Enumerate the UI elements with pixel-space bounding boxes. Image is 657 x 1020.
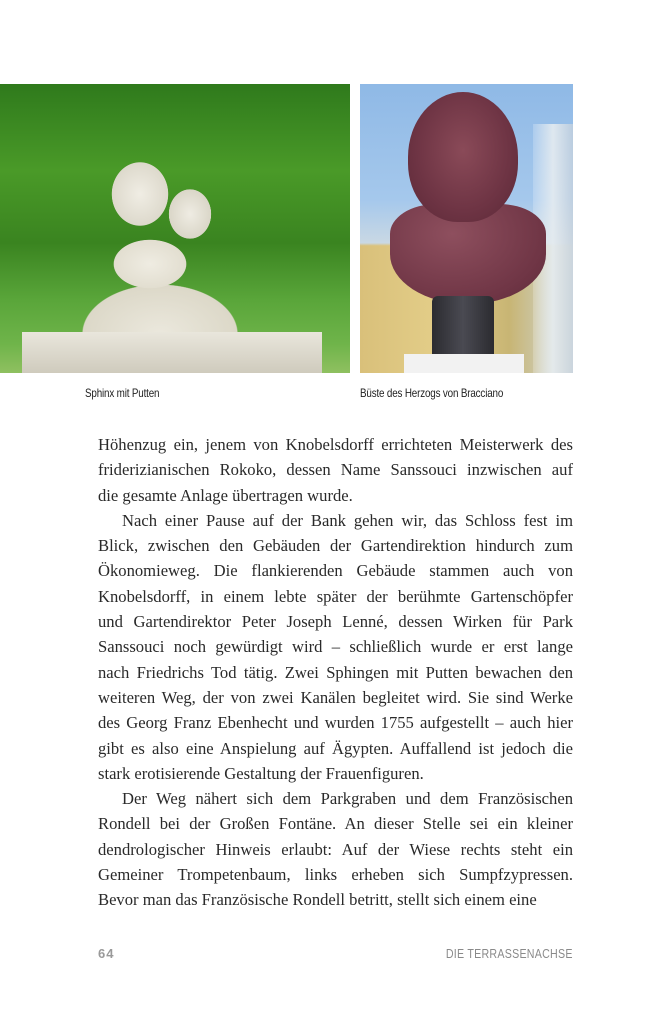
text-line: Der Weg nähert sich dem Parkgraben und dem Französischen — [122, 789, 573, 809]
figure-caption: Sphinx mit Putten — [85, 386, 160, 400]
bust-plinth — [404, 354, 524, 373]
text-line: gibt es also eine Anspielung auf Ägypten. Auffallend ist jedoch die — [98, 738, 573, 758]
text-line: friderizianischen Rokoko, dessen Name Sanssouci inzwischen auf — [98, 460, 573, 480]
bust-head — [408, 92, 518, 222]
text-line: Knobelsdorff, in einem lebte später der berühmte Gartenschöpfer — [98, 586, 573, 606]
figure-caption: Büste des Herzogs von Bracciano — [360, 386, 504, 400]
text-line: Rondell bei der Großen Fontäne. An dieser Stelle sei ein kleiner — [98, 814, 573, 834]
text-line: und Gartendirektor Peter Joseph Lenné, dessen Wirken für Park — [98, 612, 573, 632]
text-line: Bevor man das Französische Rondell betritt, stellt sich einem eine — [98, 890, 537, 910]
text-line: die gesamte Anlage übertragen wurde. — [98, 485, 353, 505]
text-line: weiteren Weg, der von zwei Kanälen begleitet wird. Sie sind Werke — [98, 687, 573, 707]
text-line: Nach einer Pause auf der Bank gehen wir, das Schloss fest im — [122, 510, 573, 530]
text-line: stark erotisierende Gestaltung der Frauenfiguren. — [98, 763, 424, 783]
text-line: Höhenzug ein, jenem von Knobelsdorff errichteten Meisterwerk des — [98, 435, 573, 454]
sphinx-pedestal — [22, 332, 322, 373]
text-line: Ökonomieweg. Die flankierenden Gebäude stammen auch von — [98, 561, 573, 581]
photo-sphinx-with-putti — [0, 84, 350, 373]
photo-bust-duke-of-bracciano — [360, 84, 573, 373]
running-head: DIE TERRASSENACHSE — [446, 946, 573, 961]
text-line: Blick, zwischen den Gebäuden der Gartendirektion hindurch zum — [98, 536, 573, 556]
text-line: dendrologischer Hinweis erlaubt: Auf der Wiese rechts steht ein — [98, 839, 573, 859]
bust-pedestal — [432, 296, 494, 358]
text-line: nach Friedrichs Tod tätig. Zwei Sphingen mit Putten bewachen den — [98, 662, 573, 682]
body-text — [98, 432, 573, 913]
text-line: des Georg Franz Ebenhecht und wurden 1755 aufgestellt – auch hier — [98, 713, 573, 733]
text-line: Gemeiner Trompetenbaum, links erheben sich Sumpfzypressen. — [98, 865, 573, 885]
text-line: Sanssouci noch gewürdigt wird – schließlich wurde er erst lange — [98, 637, 573, 657]
page-number: 64 — [98, 946, 115, 961]
